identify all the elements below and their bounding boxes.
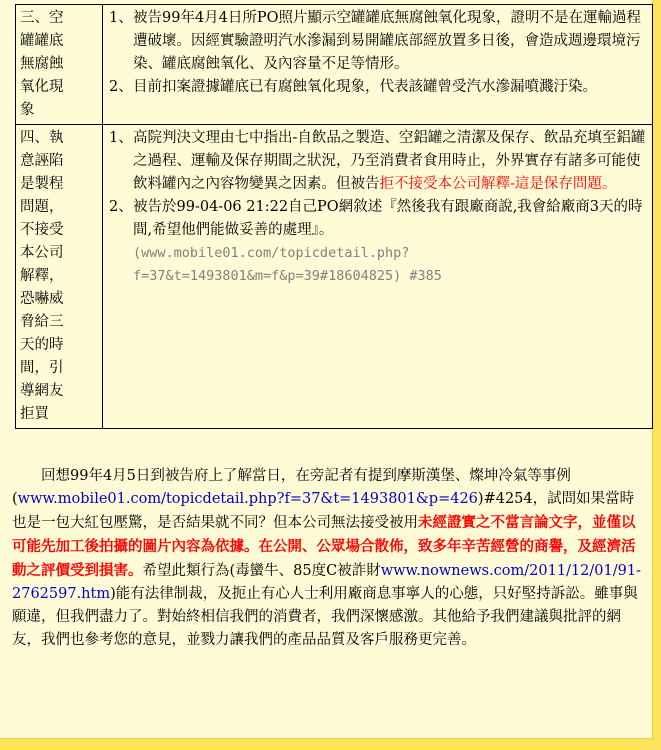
highlight-text: 拒不接受本公司解釋-這是保存問題。: [379, 176, 617, 192]
statement-paragraph: 回想99年4月5日到被告府上了解當日，在旁記者有提到摩斯漢堡、燦坤冷氣等事例(www.mobile01.com/topicdetail.php?f=37&t=1493801&p=426)#4254，試問如果當時也是一包大紅包壓驚，是否結果就不同？但本公司無法接受被用未經證實之不當言論文字，並僅以可能先加工後拍攝的圖片內容為依據。在公開、公眾場合散佈，致多年辛苦經營的商譽，及經濟活動之評價受到損害。希望此類行為(毒蠻牛、85度C被詐財www.nownews.com/2011/12/01/91-2762597.htm)能有法律制裁，及扼止有心人士利用廠商息事寧人的心態，只好堅持訴訟。雖事與願違，但我們盡力了。對始終相信我們的消費者，我們深懷感激。其他給予我們建議與批評的網友，我們也參考您的意見，並戮力讓我們的產品品質及客戶服務更完善。: [12, 468, 641, 648]
table-row: [16, 125, 653, 429]
list-item: 2、 目前扣案證據罐底已有腐蝕氧化現象，代表該罐曾受汽水滲漏噴濺汙染。: [109, 79, 597, 95]
news-link[interactable]: www.nownews.com/2011/12/01/91-2762597.htm: [12, 563, 641, 602]
table-row: [16, 5, 653, 125]
claims-table: [15, 4, 653, 429]
emphasis-text: 未經證實之不當言論文字，並僅以可能先加工後拍攝的圖片內容為依據。在公開、公眾場合散佈，致多年辛苦經營的商譽，及經濟活動之評價受到損害。: [12, 514, 636, 579]
row-label: 四、執 意誣陷 是製程 問題， 不接受 本公司 解釋， 恐嚇威 脅給三 天的時 間，引 導網友 拒買: [16, 125, 103, 429]
row-content: [103, 5, 653, 125]
source-link[interactable]: (www.mobile01.com/topicdetail.php?f=37&t=1493801&m=f&p=39#18604825): [133, 245, 410, 284]
row-label: 三、空 罐罐底 無腐蝕 氧化現 象: [16, 5, 103, 125]
list-item: 1、 被告99年4月4日所PO照片顯示空罐罐底無腐蝕氧化現象，證明不是在運輸過程遭破壞。因經實驗證明汽水滲漏到易開罐底部經放置多日後，會造成週邊環境污染、罐底腐蝕氧化、及內容量不足等情形。: [109, 10, 642, 72]
list-item: 2、 被告於99-04-06 21:22自己PO網敘述『然後我有跟廠商說,我會給廠商3天的時間,希望他們能做妥善的處理』。 (www.mobile01.com/topicdetail.php?f=37&t=1493801&m=f&p=39#18604825) #385: [109, 199, 643, 284]
row-content: [103, 125, 653, 429]
forum-link[interactable]: www.mobile01.com/topicdetail.php?f=37&t=1493801&p=426: [17, 491, 478, 507]
list-item: 1、 高院判決文理由七中指出-自飲品之製造、空鋁罐之清潔及保存、飲品充填至鋁罐之過程、運輸及保存期間之狀況，乃至消費者食用時止，外界實存有諸多可能使飲料罐內之內容物變異之因素。但被告拒不接受本公司解釋-這是保存問題。: [109, 130, 646, 192]
